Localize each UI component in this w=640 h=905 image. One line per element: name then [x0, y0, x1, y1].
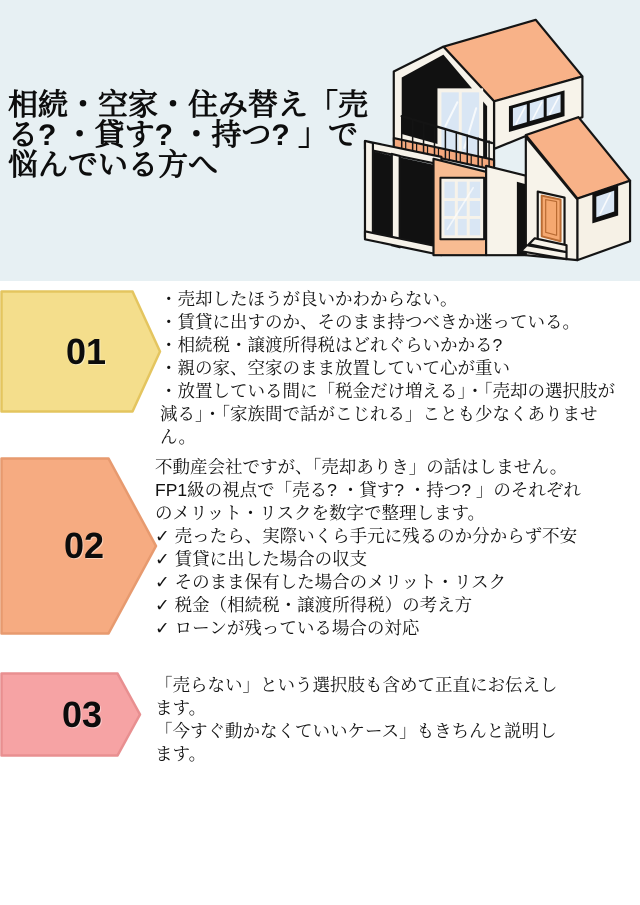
- isometric-house-icon: [362, 8, 640, 270]
- section-01-text: ・売却したほうが良いかわからない。 ・賃貸に出すのか、そのまま持つべきか迷っている。 ・相続税・譲渡所得税はどれぐらいかかる? ・親の家、空家のまま放置していて心が重い ・放置している間に「税金だけ増える」・「売却の選択肢が 減る」・「家族間で話がこじれる」ことも少なくありませ ん。: [160, 289, 615, 447]
- section-03-text: 「売らない」という選択肢も含めて正直にお伝えし ます。 「今すぐ動かなくていいケース」もきちんと説明し ます。: [155, 675, 558, 764]
- step-badge-01: [0, 290, 162, 413]
- header: [0, 0, 640, 281]
- step-number-02: 02: [63, 525, 105, 566]
- step-number-01: 01: [65, 330, 107, 372]
- step-badge-02: [0, 457, 158, 635]
- page-title: 相続・空家・住み替え「売 る? ・貸す? ・持つ? 」で 悩んでいる方へ: [8, 89, 368, 182]
- check-icon: ✓: [155, 572, 170, 592]
- step-number-03: 03: [61, 693, 103, 735]
- section-02-text: 不動産会社ですが、「売却ありき」の話はしません。 FP1級の視点で「売る? ・貸す? ・持つ? 」のそれぞれ のメリット・リスクを数字で整理します。 ✓ 売ったら、実際いくら手元に残るのか分からず不安 ✓ 賃貸に出した場合の収支 ✓ そのまま保有した場合のメリット・リスク ✓ 税金（相続税・譲渡所得税）の考え方 ✓ ローンが残っている場合の対応: [155, 457, 581, 638]
- check-icon: ✓: [155, 526, 170, 546]
- house-illustration: [362, 8, 640, 270]
- check-icon: ✓: [155, 618, 170, 638]
- check-icon: ✓: [155, 549, 170, 569]
- step-badge-03: [0, 672, 142, 757]
- check-icon: ✓: [155, 595, 170, 615]
